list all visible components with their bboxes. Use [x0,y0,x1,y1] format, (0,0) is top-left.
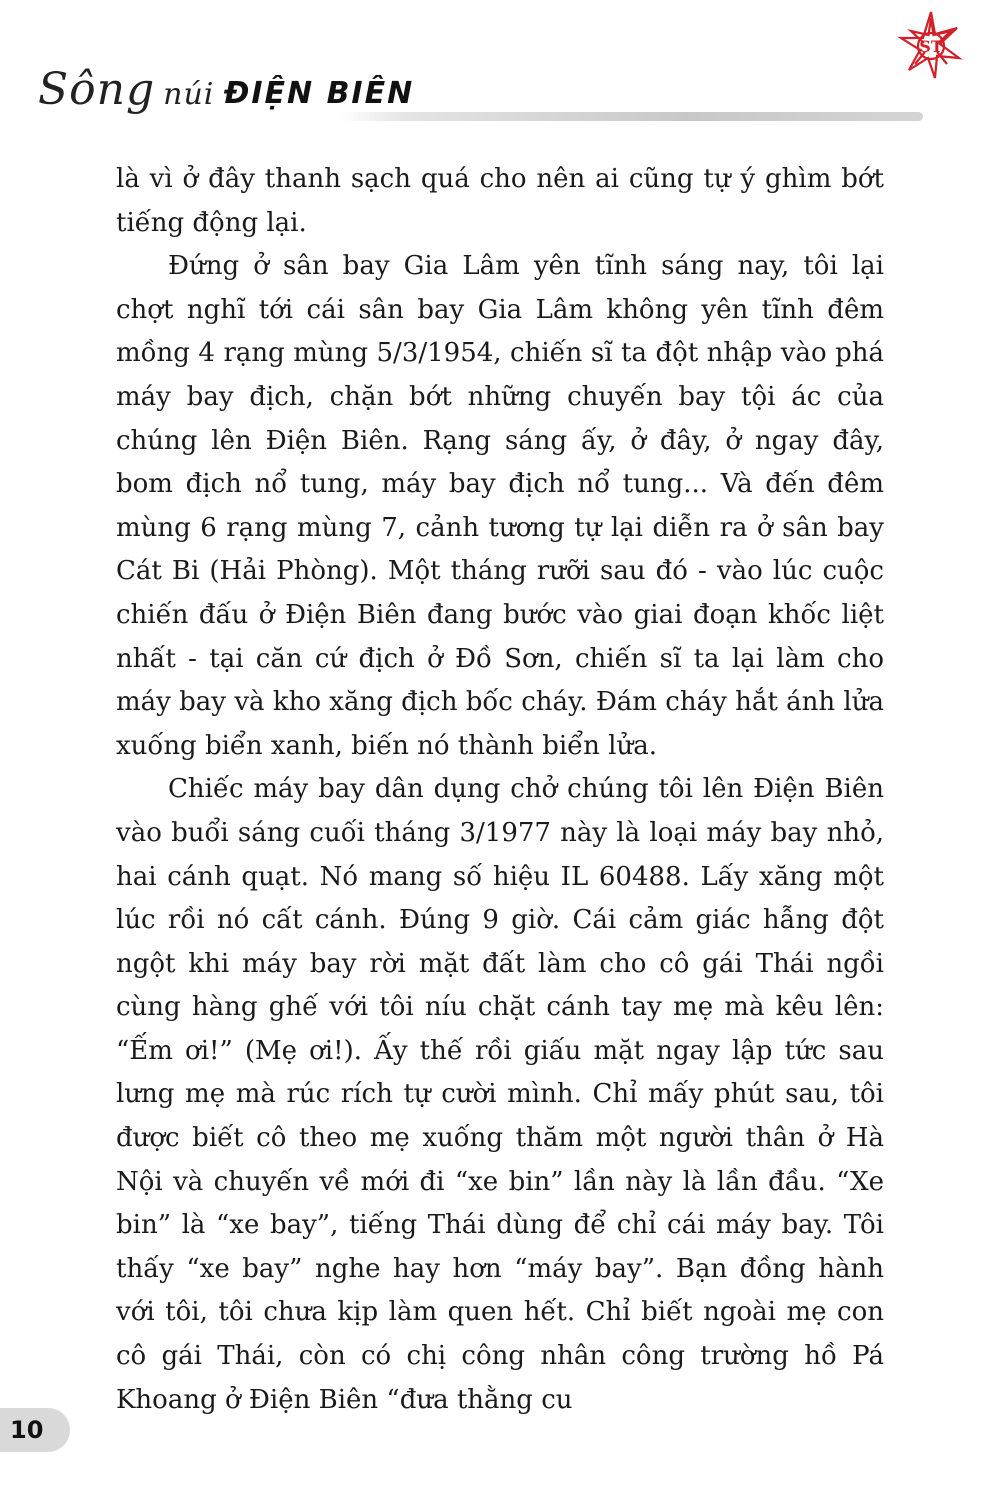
header-script-word-small: núi [163,77,215,112]
star-publisher-logo-icon [895,8,967,80]
header-bold-title: ĐIỆN BIÊN [224,76,415,111]
running-header [38,62,898,132]
paragraph: Chiếc máy bay dân dụng chở chúng tôi lên Điện Biên vào buổi sáng cuối tháng 3/1977 này là loại máy bay nhỏ, hai cánh quạt. Nó mang số hiệu IL 60488. Lấy xăng một lúc rồi nó cất cánh. Đúng 9 giờ. Cái cảm giác hẫng đột ngột khi máy bay rời mặt đất làm cho cô gái Thái ngồi cùng hàng ghế với tôi níu chặt cánh tay mẹ mà kêu lên: “Ếm ơi!” (Mẹ ơi!). Ấy thế rồi giấu mặt ngay lập tức sau lưng mẹ mà rúc rích tự cười mình. Chỉ mấy phút sau, tôi được biết cô theo mẹ xuống thăm một người thân ở Hà Nội và chuyến về mới đi “xe bin” lần này là lần đầu. “Xe bin” là “xe bay”, tiếng Thái dùng để chỉ cái máy bay. Tôi thấy “xe bay” nghe hay hơn “máy bay”. Bạn đồng hành với tôi, tôi chưa kịp làm quen hết. Chỉ biết ngoài mẹ con cô gái Thái, còn có chị công nhân công trường hồ Pá Khoang ở Điện Biên “đưa thằng cu [116,774,884,1415]
header-script-title [38,64,214,115]
paragraph: Đứng ở sân bay Gia Lâm yên tĩnh sáng nay, tôi lại chợt nghĩ tới cái sân bay Gia Lâm không yên tĩnh đêm mồng 4 rạng mùng 5/3/1954, chiến sĩ ta đột nhập vào phá máy bay địch, chặn bớt những chuyến bay tội ác của chúng lên Điện Biên. Rạng sáng ấy, ở đây, ở ngay đây, bom địch nổ tung, máy bay địch nổ tung... Và đến đêm mùng 6 rạng mùng 7, cảnh tương tự lại diễn ra ở sân bay Cát Bi (Hải Phòng). Một tháng rưỡi sau đó - vào lúc cuộc chiến đấu ở Điện Biên đang bước vào giai đoạn khốc liệt nhất - tại căn cứ địch ở Đồ Sơn, chiến sĩ ta lại làm cho máy bay và kho xăng địch bốc cháy. Đám cháy hắt ánh lửa xuống biển xanh, biến nó thành biển lửa. [116,251,884,761]
paragraph: là vì ở đây thanh sạch quá cho nên ai cũng tự ý ghìm bớt tiếng động lại. [116,164,884,238]
header-rule [338,112,923,121]
body-text [116,158,884,1422]
publisher-logo [895,8,967,80]
svg-text:ST: ST [919,37,943,56]
page-number-tab [0,1408,70,1452]
header-script-word: Sông [38,64,156,115]
page-number: 10 [10,1416,44,1444]
